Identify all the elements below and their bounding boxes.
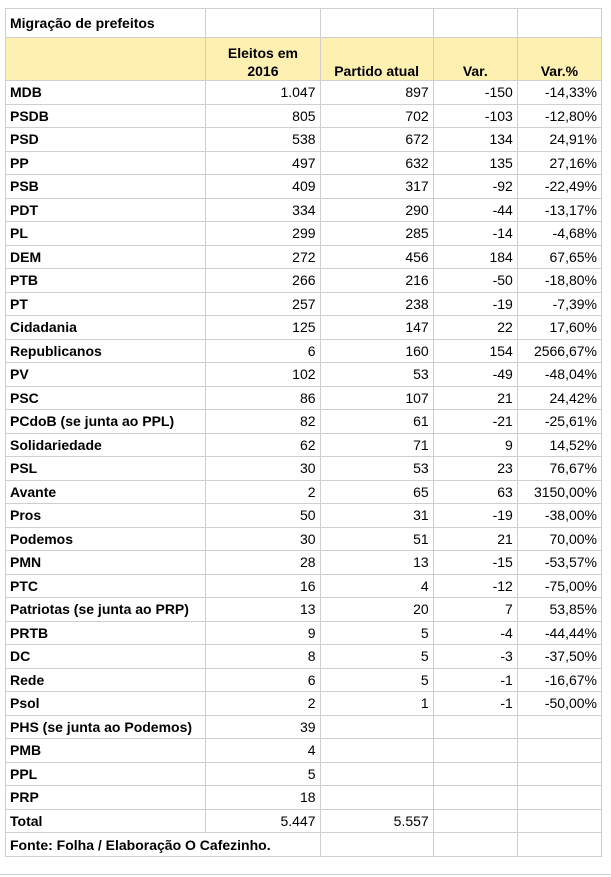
- row-party[interactable]: PSL: [6, 457, 206, 481]
- row-var-pct[interactable]: 2566,67%: [517, 339, 601, 363]
- row-party[interactable]: DC: [6, 645, 206, 669]
- row-var[interactable]: -15: [433, 551, 517, 575]
- row-elected-2016[interactable]: 805: [206, 104, 320, 128]
- row-var-pct[interactable]: [517, 762, 601, 786]
- row-current-party[interactable]: 65: [320, 480, 433, 504]
- row-party[interactable]: PSDB: [6, 104, 206, 128]
- row-party[interactable]: Cidadania: [6, 316, 206, 340]
- table-row: [6, 739, 602, 763]
- row-elected-2016[interactable]: 62: [206, 433, 320, 457]
- row-var-pct[interactable]: -38,00%: [517, 504, 601, 528]
- row-current-party[interactable]: 61: [320, 410, 433, 434]
- row-elected-2016[interactable]: 6: [206, 339, 320, 363]
- row-elected-2016[interactable]: 272: [206, 245, 320, 269]
- row-var-pct[interactable]: [517, 715, 601, 739]
- row-var-pct[interactable]: -25,61%: [517, 410, 601, 434]
- row-var-pct[interactable]: 24,91%: [517, 128, 601, 152]
- table-row: [6, 316, 602, 340]
- row-var[interactable]: [433, 715, 517, 739]
- row-var-pct[interactable]: 3150,00%: [517, 480, 601, 504]
- row-var-pct[interactable]: [517, 786, 601, 810]
- row-current-party[interactable]: [320, 739, 433, 763]
- header-elected-line2: 2016: [247, 63, 279, 79]
- row-var-pct[interactable]: [517, 739, 601, 763]
- empty-cell[interactable]: [517, 9, 601, 38]
- row-var-pct[interactable]: -7,39%: [517, 292, 601, 316]
- table-row: [6, 551, 602, 575]
- empty-cell[interactable]: [517, 809, 601, 833]
- row-var[interactable]: 154: [433, 339, 517, 363]
- row-current-party[interactable]: 71: [320, 433, 433, 457]
- row-var[interactable]: -4: [433, 621, 517, 645]
- row-current-party[interactable]: 672: [320, 128, 433, 152]
- row-var[interactable]: 7: [433, 598, 517, 622]
- row-party[interactable]: MDB: [6, 81, 206, 105]
- row-var-pct[interactable]: -12,80%: [517, 104, 601, 128]
- row-var[interactable]: -50: [433, 269, 517, 293]
- table-row: [6, 645, 602, 669]
- row-current-party[interactable]: 5: [320, 645, 433, 669]
- row-elected-2016[interactable]: 30: [206, 457, 320, 481]
- row-current-party[interactable]: 285: [320, 222, 433, 246]
- table-row: [6, 222, 602, 246]
- row-current-party[interactable]: 53: [320, 457, 433, 481]
- row-var[interactable]: 22: [433, 316, 517, 340]
- header-elected-line1: Eleitos em: [227, 45, 298, 61]
- row-party[interactable]: Republicanos: [6, 339, 206, 363]
- row-current-party[interactable]: 31: [320, 504, 433, 528]
- row-var-pct[interactable]: 17,60%: [517, 316, 601, 340]
- row-current-party[interactable]: 702: [320, 104, 433, 128]
- table-row: [6, 668, 602, 692]
- table-title[interactable]: Migração de prefeitos: [6, 9, 206, 38]
- row-var[interactable]: 21: [433, 386, 517, 410]
- row-var[interactable]: [433, 762, 517, 786]
- empty-cell[interactable]: [433, 9, 517, 38]
- row-party[interactable]: PPL: [6, 762, 206, 786]
- row-var-pct[interactable]: -22,49%: [517, 175, 601, 199]
- row-var-pct[interactable]: 27,16%: [517, 151, 601, 175]
- row-var[interactable]: -92: [433, 175, 517, 199]
- row-elected-2016[interactable]: 13: [206, 598, 320, 622]
- row-elected-2016[interactable]: 50: [206, 504, 320, 528]
- table-row: [6, 527, 602, 551]
- row-party[interactable]: PL: [6, 222, 206, 246]
- row-var[interactable]: -14: [433, 222, 517, 246]
- row-elected-2016[interactable]: 39: [206, 715, 320, 739]
- row-elected-2016[interactable]: 8: [206, 645, 320, 669]
- table-row: [6, 81, 602, 105]
- row-party[interactable]: DEM: [6, 245, 206, 269]
- table-row: [6, 715, 602, 739]
- row-elected-2016[interactable]: 5: [206, 762, 320, 786]
- empty-cell[interactable]: [517, 833, 601, 857]
- row-var-pct[interactable]: -16,67%: [517, 668, 601, 692]
- row-party[interactable]: Avante: [6, 480, 206, 504]
- table-row: [6, 198, 602, 222]
- row-party[interactable]: Pros: [6, 504, 206, 528]
- row-current-party[interactable]: 53: [320, 363, 433, 387]
- row-var[interactable]: -19: [433, 504, 517, 528]
- row-current-party[interactable]: [320, 715, 433, 739]
- row-var-pct[interactable]: -13,17%: [517, 198, 601, 222]
- row-current-party[interactable]: 13: [320, 551, 433, 575]
- row-party[interactable]: PSC: [6, 386, 206, 410]
- row-current-party[interactable]: 4: [320, 574, 433, 598]
- row-var-pct[interactable]: 67,65%: [517, 245, 601, 269]
- row-var[interactable]: [433, 786, 517, 810]
- empty-cell[interactable]: [320, 9, 433, 38]
- row-current-party[interactable]: [320, 786, 433, 810]
- row-party[interactable]: Solidariedade: [6, 433, 206, 457]
- row-var[interactable]: -49: [433, 363, 517, 387]
- row-var-pct[interactable]: -44,44%: [517, 621, 601, 645]
- row-elected-2016[interactable]: 18: [206, 786, 320, 810]
- table-row: [6, 175, 602, 199]
- table-row: [6, 363, 602, 387]
- empty-cell[interactable]: [433, 833, 517, 857]
- row-var[interactable]: 23: [433, 457, 517, 481]
- row-current-party[interactable]: 160: [320, 339, 433, 363]
- row-elected-2016[interactable]: 2: [206, 692, 320, 716]
- data-rows: [6, 81, 602, 810]
- row-elected-2016[interactable]: 409: [206, 175, 320, 199]
- row-current-party[interactable]: 5: [320, 668, 433, 692]
- row-current-party[interactable]: 5: [320, 621, 433, 645]
- row-var-pct[interactable]: -48,04%: [517, 363, 601, 387]
- row-current-party[interactable]: 216: [320, 269, 433, 293]
- row-var-pct[interactable]: -18,80%: [517, 269, 601, 293]
- table-row: [6, 128, 602, 152]
- row-party[interactable]: Patriotas (se junta ao PRP): [6, 598, 206, 622]
- row-current-party[interactable]: 632: [320, 151, 433, 175]
- total-row: [6, 809, 602, 833]
- spreadsheet-table: [5, 8, 602, 857]
- row-var-pct[interactable]: 14,52%: [517, 433, 601, 457]
- row-party[interactable]: PRP: [6, 786, 206, 810]
- row-party[interactable]: PTC: [6, 574, 206, 598]
- row-var-pct[interactable]: 24,42%: [517, 386, 601, 410]
- bottom-border: [0, 874, 611, 875]
- table-row: [6, 104, 602, 128]
- total-label[interactable]: Total: [6, 809, 206, 833]
- row-var[interactable]: -21: [433, 410, 517, 434]
- row-elected-2016[interactable]: 299: [206, 222, 320, 246]
- empty-cell[interactable]: [206, 9, 320, 38]
- row-party[interactable]: Rede: [6, 668, 206, 692]
- row-current-party[interactable]: 317: [320, 175, 433, 199]
- total-current[interactable]: 5.557: [320, 809, 433, 833]
- row-current-party[interactable]: 897: [320, 81, 433, 105]
- row-var[interactable]: -3: [433, 645, 517, 669]
- table-row: [6, 339, 602, 363]
- row-var[interactable]: -150: [433, 81, 517, 105]
- row-party[interactable]: PT: [6, 292, 206, 316]
- table-row: [6, 480, 602, 504]
- row-party[interactable]: Podemos: [6, 527, 206, 551]
- header-var-pct[interactable]: Var.%: [517, 38, 601, 81]
- row-elected-2016[interactable]: 497: [206, 151, 320, 175]
- row-elected-2016[interactable]: 2: [206, 480, 320, 504]
- row-elected-2016[interactable]: 86: [206, 386, 320, 410]
- row-current-party[interactable]: 51: [320, 527, 433, 551]
- row-var[interactable]: 134: [433, 128, 517, 152]
- row-party[interactable]: PMB: [6, 739, 206, 763]
- table-row: [6, 245, 602, 269]
- header-party[interactable]: [6, 38, 206, 81]
- row-var-pct[interactable]: -53,57%: [517, 551, 601, 575]
- row-elected-2016[interactable]: 1.047: [206, 81, 320, 105]
- row-elected-2016[interactable]: 266: [206, 269, 320, 293]
- table-row: [6, 762, 602, 786]
- table-row: [6, 151, 602, 175]
- source-note[interactable]: Fonte: Folha / Elaboração O Cafezinho.: [6, 833, 321, 857]
- row-var[interactable]: 21: [433, 527, 517, 551]
- row-var[interactable]: -103: [433, 104, 517, 128]
- row-var-pct[interactable]: -14,33%: [517, 81, 601, 105]
- header-row: [6, 38, 602, 81]
- row-var-pct[interactable]: 53,85%: [517, 598, 601, 622]
- row-var[interactable]: -44: [433, 198, 517, 222]
- row-party[interactable]: PV: [6, 363, 206, 387]
- table-row: [6, 692, 602, 716]
- source-row: [6, 833, 602, 857]
- row-current-party[interactable]: 20: [320, 598, 433, 622]
- row-current-party[interactable]: 238: [320, 292, 433, 316]
- row-var[interactable]: 135: [433, 151, 517, 175]
- total-elected[interactable]: 5.447: [206, 809, 320, 833]
- row-elected-2016[interactable]: 30: [206, 527, 320, 551]
- table-row: [6, 504, 602, 528]
- row-elected-2016[interactable]: 538: [206, 128, 320, 152]
- row-var[interactable]: [433, 739, 517, 763]
- row-party[interactable]: PSB: [6, 175, 206, 199]
- table-row: [6, 292, 602, 316]
- header-current-party[interactable]: Partido atual: [320, 38, 433, 81]
- row-elected-2016[interactable]: 334: [206, 198, 320, 222]
- table-row: [6, 574, 602, 598]
- table-row: [6, 386, 602, 410]
- row-var[interactable]: -19: [433, 292, 517, 316]
- row-elected-2016[interactable]: 82: [206, 410, 320, 434]
- row-var[interactable]: -1: [433, 668, 517, 692]
- row-party[interactable]: Psol: [6, 692, 206, 716]
- row-elected-2016[interactable]: 102: [206, 363, 320, 387]
- row-party[interactable]: PRTB: [6, 621, 206, 645]
- row-party[interactable]: PMN: [6, 551, 206, 575]
- row-current-party[interactable]: 147: [320, 316, 433, 340]
- table-row: [6, 621, 602, 645]
- table-row: [6, 433, 602, 457]
- table-row: [6, 269, 602, 293]
- row-var-pct[interactable]: -50,00%: [517, 692, 601, 716]
- header-var[interactable]: Var.: [433, 38, 517, 81]
- row-current-party[interactable]: 1: [320, 692, 433, 716]
- row-current-party[interactable]: 290: [320, 198, 433, 222]
- row-party[interactable]: PSD: [6, 128, 206, 152]
- row-elected-2016[interactable]: 28: [206, 551, 320, 575]
- row-current-party[interactable]: 107: [320, 386, 433, 410]
- row-elected-2016[interactable]: 16: [206, 574, 320, 598]
- row-var[interactable]: 184: [433, 245, 517, 269]
- header-elected-2016[interactable]: [206, 38, 320, 81]
- row-var[interactable]: -12: [433, 574, 517, 598]
- row-var[interactable]: -1: [433, 692, 517, 716]
- row-elected-2016[interactable]: 4: [206, 739, 320, 763]
- row-party[interactable]: PDT: [6, 198, 206, 222]
- row-var-pct[interactable]: 76,67%: [517, 457, 601, 481]
- table-row: [6, 457, 602, 481]
- row-var-pct[interactable]: -75,00%: [517, 574, 601, 598]
- row-var-pct[interactable]: -4,68%: [517, 222, 601, 246]
- row-elected-2016[interactable]: 257: [206, 292, 320, 316]
- row-elected-2016[interactable]: 9: [206, 621, 320, 645]
- row-party[interactable]: PP: [6, 151, 206, 175]
- table-row: [6, 598, 602, 622]
- row-var-pct[interactable]: 70,00%: [517, 527, 601, 551]
- table-row: [6, 410, 602, 434]
- table-row: [6, 786, 602, 810]
- row-current-party[interactable]: 456: [320, 245, 433, 269]
- row-party[interactable]: PTB: [6, 269, 206, 293]
- empty-cell[interactable]: [433, 809, 517, 833]
- row-party[interactable]: PCdoB (se junta ao PPL): [6, 410, 206, 434]
- empty-cell[interactable]: [320, 833, 433, 857]
- title-row: [6, 9, 602, 38]
- row-var[interactable]: 9: [433, 433, 517, 457]
- row-elected-2016[interactable]: 125: [206, 316, 320, 340]
- row-current-party[interactable]: [320, 762, 433, 786]
- row-var[interactable]: 63: [433, 480, 517, 504]
- row-elected-2016[interactable]: 6: [206, 668, 320, 692]
- row-var-pct[interactable]: -37,50%: [517, 645, 601, 669]
- row-party[interactable]: PHS (se junta ao Podemos): [6, 715, 206, 739]
